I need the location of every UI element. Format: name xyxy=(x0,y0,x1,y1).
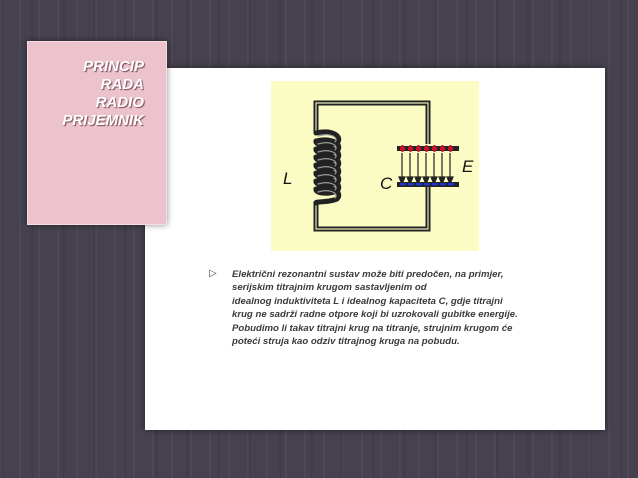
lc-circuit-diagram xyxy=(271,81,479,251)
triangle-right-outline-icon: ▷ xyxy=(209,268,217,279)
paragraph-text: Električni rezonantni sustav može biti predočen, na primjer, serijskim titrajnim krugom sastavljenim od idealnog induktiviteta L i idealnog kapaciteta C, gdje titrajni krug ne sadrži radne otpore koji bi uzrokovali gubitke energije. Pobudimo li takav titrajni krug na titranje, strujnim krugom će poteći struja kao odziv titrajnog kruga na pobudu. xyxy=(232,269,518,348)
slide-title: PRINCIP RADA RADIO PRIJEMNIK xyxy=(62,58,144,129)
negative-charges xyxy=(400,183,454,185)
circuit-drawing xyxy=(271,81,479,251)
inductor-coil xyxy=(316,132,339,203)
capacitor-label: C xyxy=(380,174,393,193)
title-card xyxy=(27,41,167,225)
electric-field-arrows xyxy=(399,153,453,184)
inductor-label: L xyxy=(283,169,293,188)
electric-field-label: E xyxy=(462,157,474,176)
